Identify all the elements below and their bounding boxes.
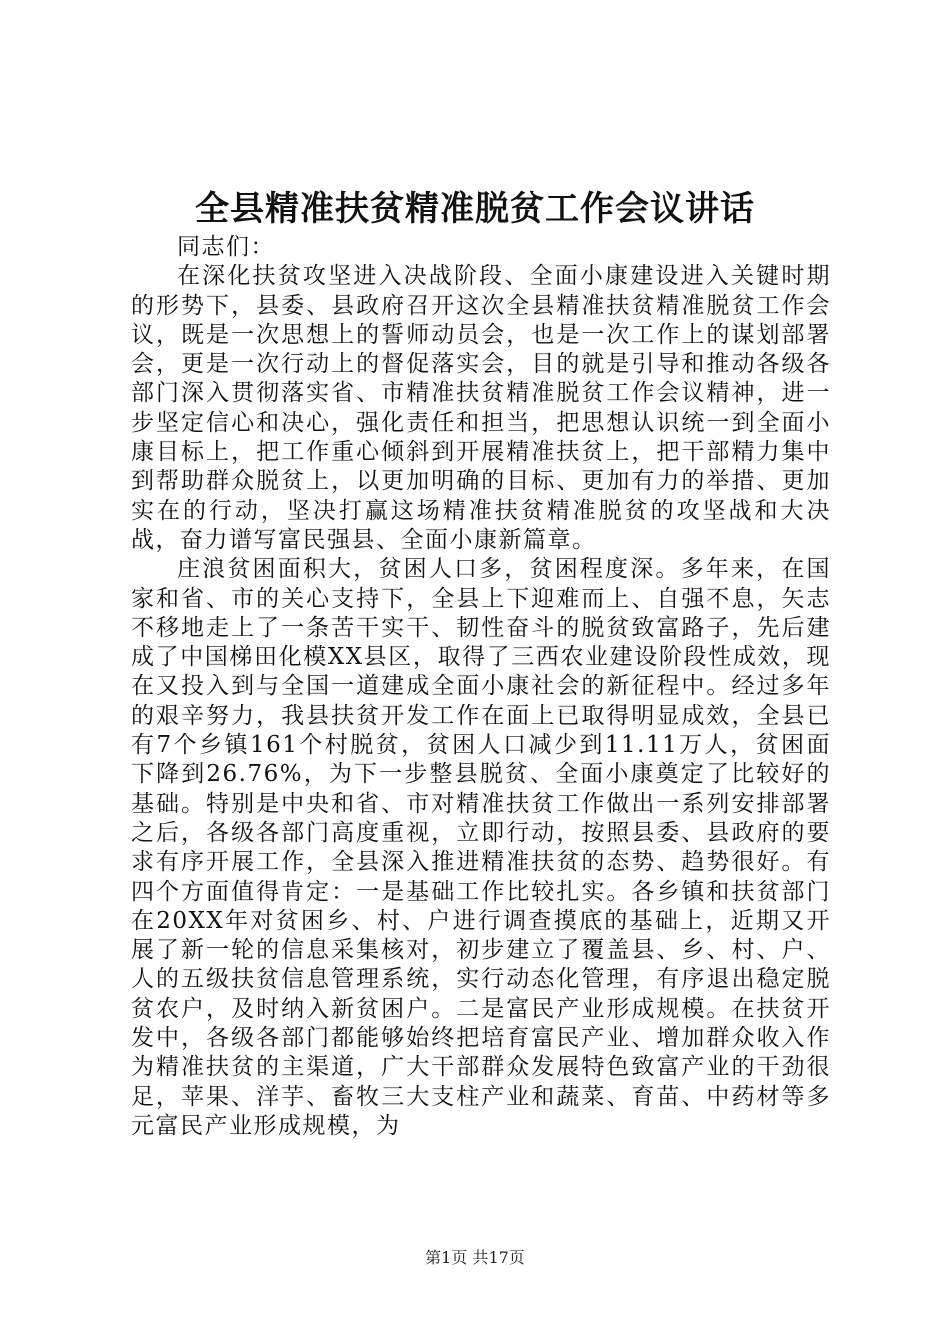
salutation: 同志们： xyxy=(177,234,275,260)
document-body xyxy=(131,233,831,1141)
page-footer: 第1页 共17页 xyxy=(425,1248,525,1267)
paragraph-1: 在深化扶贫攻坚进入决战阶段、全面小康建设进入关键时期的形势下，县委、县政府召开这次全县精准扶贫精准脱贫工作会议，既是一次思想上的誓师动员会，也是一次工作上的谋划部署会，更是一次行动上的督促落实会，目的就是引导和推动各级各部门深入贯彻落实省、市精准扶贫精准脱贫工作会议精神，进一步坚定信心和决心，强化责任和担当，把思想认识统一到全面小康目标上，把工作重心倾斜到开展精准扶贫上，把干部精力集中到帮助群众脱贫上，以更加明确的目标、更加有力的举措、更加实在的行动，坚决打赢这场精准扶贫精准脱贫的攻坚战和大决战，奋力谱写富民强县、全面小康新篇章。 xyxy=(131,263,831,553)
document-title: 全县精准扶贫精准脱贫工作会议讲话 xyxy=(195,189,755,229)
paragraph-2: 庄浪贫困面积大，贫困人口多，贫困程度深。多年来，在国家和省、市的关心支持下，全县上下迎难而上、自强不息，矢志不移地走上了一条苦干实干、韧性奋斗的脱贫致富路子，先后建成了中国梯田化模XX县区，取得了三西农业建设阶段性成效，现在又投入到与全国一道建成全面小康社会的新征程中。经过多年的艰辛努力，我县扶贫开发工作在面上已取得明显成效，全县已有7个乡镇161个村脱贫，贫困人口减少到11.11万人，贫困面下降到26.76%，为下一步整县脱贫、全面小康奠定了比较好的基础。特别是中央和省、市对精准扶贫工作做出一系列安排部署之后，各级各部门高度重视，立即行动，按照县委、县政府的要求有序开展工作，全县深入推进精准扶贫的态势、趋势很好。有四个方面值得肯定：一是基础工作比较扎实。各乡镇和扶贫部门在20XX年对贫困乡、村、户进行调查摸底的基础上，近期又开展了新一轮的信息采集核对，初步建立了覆盖县、乡、村、户、人的五级扶贫信息管理系统，实行动态化管理，有序退出稳定脱贫农户，及时纳入新贫困户。二是富民产业形成规模。在扶贫开发中，各级各部门都能够始终把培育富民产业、增加群众收入作为精准扶贫的主渠道，广大干部群众发展特色致富产业的干劲很足，苹果、洋芋、畜牧三大支柱产业和蔬菜、育苗、中药材等多元富民产业形成规模，为 xyxy=(131,556,831,1139)
